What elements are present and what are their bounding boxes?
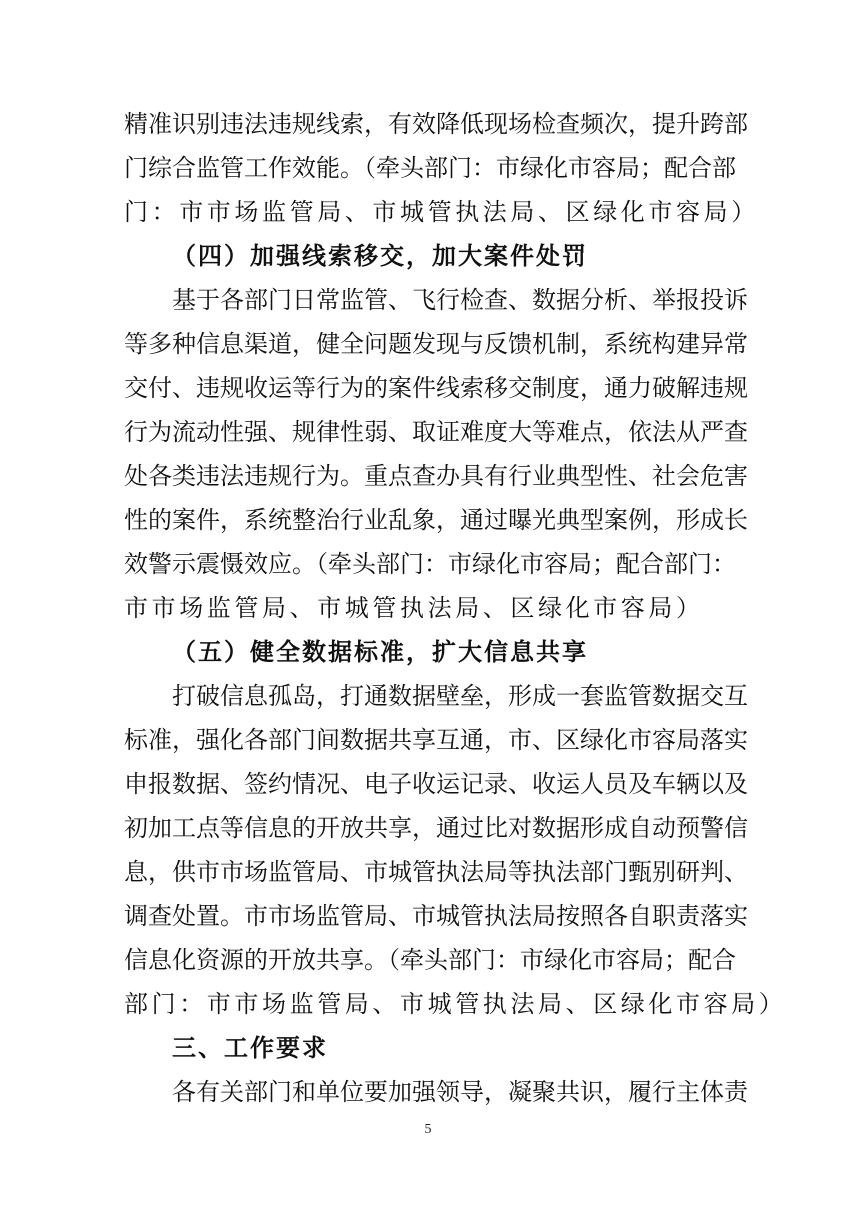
page-number: 5 [424,1122,432,1137]
body-line: 门：市市场监管局、市城管执法局、区绿化市容局） [124,198,759,226]
section-heading-5: （五）健全数据标准，扩大信息共享 [172,638,588,666]
body-line: 初加工点等信息的开放共享，通过比对数据形成自动预警信 [124,814,748,842]
body-line: 门综合监管工作效能。（牵头部门：市绿化市容局；配合部 [124,154,736,182]
body-line: 效警示震慑效应。（牵头部门：市绿化市容局；配合部门： [124,550,736,578]
body-line: 性的案件，系统整治行业乱象，通过曝光典型案例，形成长 [124,506,748,534]
body-line: 打破信息孤岛，打通数据壁垒，形成一套监管数据交互 [172,682,748,710]
body-line: 等多种信息渠道，健全问题发现与反馈机制，系统构建异常 [124,330,748,358]
body-line: 精准识别违法违规线索，有效降低现场检查频次，提升跨部 [124,110,748,138]
body-line: 息，供市市场监管局、市城管执法局等执法部门甄别研判、 [124,858,748,886]
body-line: 部门：市市场监管局、市城管执法局、区绿化市容局） [124,990,787,1018]
body-line: 信息化资源的开放共享。（牵头部门：市绿化市容局；配合 [124,946,736,974]
section-heading-4: （四）加强线索移交，加大案件处罚 [172,242,588,270]
section-heading-3: 三、工作要求 [172,1034,328,1062]
body-line: 调查处置。市市场监管局、市城管执法局按照各自职责落实 [124,902,748,930]
body-line: 交付、违规收运等行为的案件线索移交制度，通力破解违规 [124,374,748,402]
body-line: 标准，强化各部门间数据共享互通，市、区绿化市容局落实 [124,726,748,754]
body-line: 处各类违法违规行为。重点查办具有行业典型性、社会危害 [124,462,748,490]
body-line: 行为流动性强、规律性弱、取证难度大等难点，依法从严查 [124,418,748,446]
body-line: 基于各部门日常监管、飞行检查、数据分析、举报投诉 [172,286,748,314]
body-line: 市市场监管局、市城管执法局、区绿化市容局） [124,594,704,622]
body-line: 各有关部门和单位要加强领导，凝聚共识，履行主体责 [172,1078,748,1106]
body-line: 申报数据、签约情况、电子收运记录、收运人员及车辆以及 [124,770,748,798]
